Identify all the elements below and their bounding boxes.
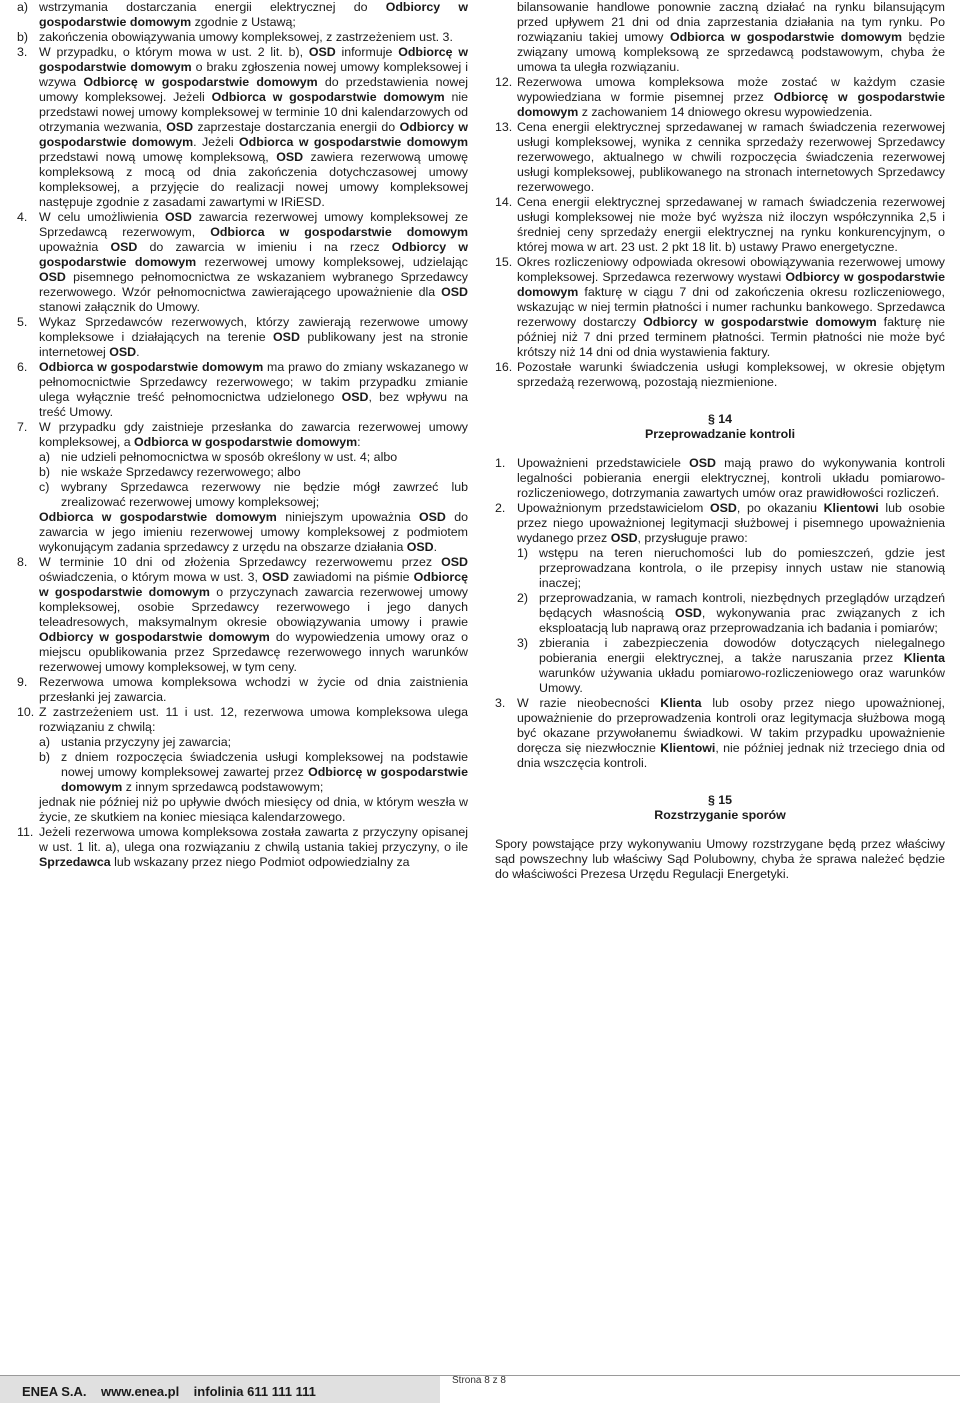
- item-number: 1.: [495, 456, 506, 470]
- item-number: c): [39, 480, 50, 494]
- item-number: 8.: [17, 555, 28, 569]
- item-text: Cena energii elektrycznej sprzedawanej w ramach świadczenia rezerwowej usługi kompleksowej, wynika z cennika sprzedaży rezerwowej Sprzedawcy rezerwowego, aktualnego w chwili rozpoczęcia świadczenia rezerwowej usługi kompleksowej, publikowanego na stronach internetowych Sprzedawcy rezerwowego.: [517, 120, 945, 194]
- sub-item: [17, 750, 468, 795]
- paragraph-item: [17, 555, 468, 675]
- item-number: 2): [517, 591, 529, 605]
- item-number: b): [17, 30, 29, 44]
- paragraph-item: [17, 705, 468, 735]
- sub-item: [17, 465, 468, 480]
- item-number: a): [39, 735, 51, 749]
- paragraph-item: [495, 120, 945, 195]
- item-text: Rezerwowa umowa kompleksowa wchodzi w życie od dnia zaistnienia przesłanki jej zawarcia.: [39, 675, 468, 704]
- item-text: Upoważnionym przedstawicielom OSD, po okazaniu Klientowi lub osobie przez niego upoważnionej legitymacji służbowej i pisemnego upoważnienia wydanego przez OSD, przysługuje prawo:: [517, 501, 946, 545]
- item-number: 12.: [495, 75, 513, 89]
- item-number: a): [39, 450, 51, 464]
- item-text: Jeżeli rezerwowa umowa kompleksowa została zawarta z przyczyny opisanej w ust. 1 lit. a), ulega ona rozwiązaniu z chwilą ustania takiej przyczyny, o ile Sprzedawca lub wskazany przez niego Podmiot odpowiedzialny za: [39, 825, 468, 869]
- item-text: wybrany Sprzedawca rezerwowy nie będzie mógł zawrzeć lub zrealizować rezerwowej umowy kompleksowej;: [61, 480, 468, 509]
- paragraph-item: [495, 696, 945, 771]
- item-text: Z zastrzeżeniem ust. 11 i ust. 12, rezerwowa umowa kompleksowa ulega rozwiązaniu z chwilą:: [39, 705, 468, 734]
- sub-item: [495, 546, 945, 591]
- paragraph-item: [495, 456, 945, 501]
- item-text: Pozostałe warunki świadczenia usługi kompleksowej, w okresie objętym sprzedażą rezerwową, pozostają niezmienione.: [517, 360, 945, 389]
- item-text: wstępu na teren nieruchomości lub do pomieszczeń, gdzie jest przeprowadzana kontrola, o ile przepisy innych ustaw nie stanowią inaczej;: [539, 546, 945, 590]
- item-text: W razie nieobecności Klienta lub osoby przez niego upoważnionej, upoważnienie do przeprowadzenia kontroli oraz legitymacja służbowa mogą być okazane przywołanemu świadkowi. W takim przypadku upoważnienie doręcza się niezwłocznie Klientowi, nie później jednak niż trzeciego dnia od dnia wszczęcia kontroli.: [517, 696, 946, 770]
- item-text: nie wskaże Sprzedawcy rezerwowego; albo: [61, 465, 301, 479]
- sub-item: [17, 30, 468, 45]
- footer-contact: ENEA S.A. www.enea.pl infolinia 611 111 111: [22, 1384, 316, 1399]
- item-number: 4.: [17, 210, 28, 224]
- item-number: 1): [517, 546, 529, 560]
- item-number: 3): [517, 636, 529, 650]
- item-number: a): [17, 0, 29, 14]
- sub-item: [495, 636, 945, 696]
- paragraph-item: [495, 255, 945, 360]
- paragraph-item: [495, 501, 945, 546]
- paragraph-item: [495, 195, 945, 255]
- paragraph-item: [495, 360, 945, 390]
- right-column: [495, 0, 945, 882]
- item-number: 10.: [17, 705, 35, 719]
- paragraph-continuation: bilansowanie handlowe ponownie zaczną działać na rynku bilansującym przed upływem 21 dni od dnia zaprzestania działania na tym rynku. Po rozwiązaniu takiej umowy Odbiorca w gospodarstwie domowym będzie związany umową kompleksową ze sprzedawcą podstawowym, chyba że umowa ta uległa rozwiązaniu.: [517, 0, 945, 74]
- item-text: Okres rozliczeniowy odpowiada okresowi obowiązywania rezerwowej umowy kompleksowej. Sprzedawca rezerwowy wystawi Odbiorcy w gospodarstwie domowym fakturę w ciągu 7 dni od zakończenia okresu rozliczeniowego, wskazując w niej termin płatności i numer rachunku bankowego. Sprzedawca rezerwowy dostarczy Odbiorcy w gospodarstwie domowym fakturę nie później niż 7 dni przed terminem płatności. Termin płatności nie może być krótszy niż 14 dni od dnia wystawienia faktury.: [517, 255, 945, 359]
- paragraph-item: [17, 210, 468, 315]
- section-number: § 14: [707, 412, 733, 426]
- item-text: Upoważnieni przedstawiciele OSD mają prawo do wykonywania kontroli legalności pobierania energii elektrycznej, kontroli układu pomiarowo-rozliczeniowego, dotrzymania zawartych umów oraz prawidłowości rozliczeń.: [517, 456, 945, 500]
- paragraph-item: [495, 75, 945, 120]
- section-title: Rozstrzyganie sporów: [654, 808, 786, 822]
- item-number: 13.: [495, 120, 513, 134]
- item-number: 2.: [495, 501, 506, 515]
- item-number: 11.: [17, 825, 34, 839]
- item-text: z dniem rozpoczęcia świadczenia usługi kompleksowej na podstawie nowej umowy kompleksowej zawartej przez Odbiorcę w gospodarstwie domowym z innym sprzedawcą podstawowym;: [61, 750, 468, 794]
- item-number: b): [39, 750, 51, 764]
- item-continuation: jednak nie później niż po upływie dwóch miesięcy od dnia, w którym weszła w życie, ze skutkiem na koniec miesiąca kalendarzowego.: [39, 795, 468, 824]
- left-column: [17, 0, 468, 870]
- closing-paragraph: Spory powstające przy wykonywaniu Umowy rozstrzygane będą przez właściwy sąd powszechny lub właściwy Sąd Polubowny, chyba że sprawa należeć będzie do właściwości Prezesa Urzędu Regulacji Energetyki.: [495, 837, 945, 881]
- paragraph-item: [17, 315, 468, 360]
- item-number: 16.: [495, 360, 513, 374]
- sub-item: [17, 480, 468, 510]
- item-text: W celu umożliwienia OSD zawarcia rezerwowej umowy kompleksowej ze Sprzedawcą rezerwowym, Odbiorca w gospodarstwie domowym upoważnia OSD do zawarcia w imieniu i na rzecz Odbiorcy w gospodarstwie domowym rezerwowej umowy kompleksowej, udzielając OSD pisemnego pełnomocnictwa ze wskazaniem wybranego Sprzedawcy rezerwowego. Wzór pełnomocnictwa zawierającego upoważnienie dla OSD stanowi załącznik do Umowy.: [39, 210, 468, 314]
- item-number: 15.: [495, 255, 513, 269]
- sub-item: [17, 450, 468, 465]
- item-text: Wykaz Sprzedawców rezerwowych, którzy zawierają rezerwowe umowy kompleksowe i działających na terenie OSD publikowany jest na stronie internetowej OSD.: [39, 315, 468, 359]
- paragraph-item: [17, 360, 468, 420]
- sub-item: [17, 735, 468, 750]
- item-text: przeprowadzania, w ramach kontroli, niezbędnych przeglądów urządzeń będących własnością OSD, wykonywania prac związanych z ich eksploatacją lub naprawą oraz przeprowadzania ich badania i pomiarów;: [539, 591, 946, 635]
- paragraph-item: [17, 825, 468, 870]
- paragraph-item: [17, 45, 468, 210]
- item-text: nie udzieli pełnomocnictwa w sposób określony w ust. 4; albo: [61, 450, 398, 464]
- item-text: ustania przyczyny jej zawarcia;: [61, 735, 232, 749]
- paragraph-item: [17, 420, 468, 450]
- item-text: zakończenia obowiązywania umowy kompleksowej, z zastrzeżeniem ust. 3.: [39, 30, 453, 44]
- sub-item: [17, 0, 468, 30]
- item-continuation: Odbiorca w gospodarstwie domowym niniejszym upoważnia OSD do zawarcia w jego imieniu rezerwowej umowy kompleksowej z podmiotem wykonującym zadania sprzedawcy z urzędu na obszarze działania OSD.: [39, 510, 469, 554]
- item-text: W terminie 10 dni od złożenia Sprzedawcy rezerwowemu przez OSD oświadczenia, o którym mowa w ust. 3, OSD zawiadomi na piśmie Odbiorcę w gospodarstwie domowym o przyczynach zawarcia rezerwowej umowy kompleksowej, osobie Sprzedawcy rezerwowego i jego danych teleadresowych, maksymalnym okresie obowiązywania umowy i prawie Odbiorcy w gospodarstwie domowym do wypowiedzenia umowy oraz o miejscu opublikowania przez Sprzedawcę rezerwowego innych warunków rezerwowej umowy kompleksowej, w tym ceny.: [39, 555, 469, 674]
- item-text: W przypadku, o którym mowa w ust. 2 lit. b), OSD informuje Odbiorcę w gospodarstwie domowym o braku zgłoszenia nowej umowy kompleksowej i wzywa Odbiorcę w gospodarstwie domowym do przedstawienia nowej umowy kompleksowej. Jeżeli Odbiorca w gospodarstwie domowym nie przedstawi nowej umowy kompleksowej w terminie 10 dni kalendarzowych od otrzymania wezwania, OSD zaprzestaje dostarczania energii do Odbiorcy w gospodarstwie domowym. Jeżeli Odbiorca w gospodarstwie domowym przedstawi nową umowę kompleksową, OSD zawiera rezerwową umowę kompleksową z mocą od dnia zakończenia dotychczasowej umowy kompleksowej, a przyjęcie do realizacji nowej umowy kompleksowej następuje zgodnie z zasadami zawartymi w IRiESD.: [39, 45, 469, 209]
- item-text: W przypadku gdy zaistnieje przesłanka do zawarcia rezerwowej umowy kompleksowej, a Odbiorca w gospodarstwie domowym:: [39, 420, 468, 449]
- section-number: § 15: [707, 793, 733, 807]
- item-number: 5.: [17, 315, 28, 329]
- item-text: Rezerwowa umowa kompleksowa może zostać w każdym czasie wypowiedziana w formie pisemnej przez Odbiorcę w gospodarstwie domowym z zachowaniem 14 dniowego okresu wypowiedzenia.: [517, 75, 945, 119]
- section-title: Przeprowadzanie kontroli: [644, 427, 796, 441]
- page-number: Strona 8 z 8: [452, 1375, 506, 1386]
- item-number: 14.: [495, 195, 513, 209]
- paragraph-item: [17, 675, 468, 705]
- item-number: 9.: [17, 675, 28, 689]
- item-number: b): [39, 465, 51, 479]
- item-number: 6.: [17, 360, 28, 374]
- sub-item: [495, 591, 945, 636]
- item-text: Odbiorca w gospodarstwie domowym ma prawo do zmiany wskazanego w pełnomocnictwie Sprzedawcy rezerwowego; w takim przypadku zmianie ulega wyłącznie treść pełnomocnictwa udzielonego OSD, bez wpływu na treść Umowy.: [39, 360, 468, 419]
- item-number: 7.: [17, 420, 28, 434]
- item-text: Cena energii elektrycznej sprzedawanej w ramach świadczenia rezerwowej usługi kompleksowej nie może być wyższa niż iloczyn współczynnika 2,5 i średniej ceny sprzedaży energii elektrycznej na rynku konkurencyjnym, o której mowa w art. 23 ust. 2 pkt 18 lit. b) ustawy Prawo energetyczne.: [517, 195, 945, 254]
- item-text: zbierania i zabezpieczenia dowodów dotyczących nielegalnego pobierania energii elektrycznej, a także naruszania przez Klienta warunków używania układu pomiarowo-rozliczeniowego oraz warunków Umowy.: [539, 636, 945, 695]
- item-text: wstrzymania dostarczania energii elektrycznej do Odbiorcy w gospodarstwie domowym zgodnie z Ustawą;: [39, 0, 468, 29]
- item-number: 3.: [17, 45, 28, 59]
- item-number: 3.: [495, 696, 506, 710]
